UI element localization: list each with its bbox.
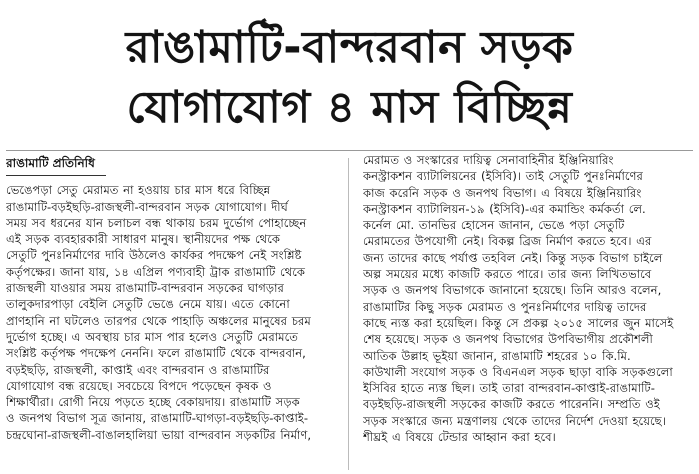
article-line: বড়ইছড়ি-রাজস্থলী সড়কের কাজটি করতে পারেননি। সম্প্রতি ওই — [363, 397, 660, 412]
article-line: কর্তৃপক্ষের। জানা যায়, ১৪ এপ্রিল পণ্যবাহী ট্রাক রাঙামাটি থেকে — [6, 264, 305, 279]
article-line: শেষ হয়েছে। সড়ক ও জনপথ বিভাগের উপবিভাগীয় প্রকৌশলী — [363, 332, 653, 347]
byline: রাঙামাটি প্রতিনিধি — [6, 156, 95, 170]
headline — [0, 18, 699, 138]
byline-underline — [6, 175, 106, 176]
article-line: চন্দ্রঘোনা-রাজস্থলী-বাঙালহালিয়া ভায়া বান্দরবান সড়কটির নির্মাণ, — [6, 427, 312, 442]
article-column-right — [363, 152, 694, 474]
headline-line-2: যোগাযোগ ৪ মাস বিচ্ছিন্ন — [126, 82, 573, 133]
article-line: কাজ করেনি সড়ক ও জনপথ বিভাগ। এ বিষয়ে ইঞ্জিনিয়ারিং — [363, 185, 642, 200]
article-line: কনস্ট্রাকশন ব্যাটালিয়ন-১৯ (ইসিবি)-এর কমান্ডিং কর্মকর্তা লে. — [363, 201, 646, 216]
article-line: ও জনপথ বিভাগ সূত্র জানায়, রাঙামাটি-ঘাগড়া-বড়ইছড়ি-কাপ্তাই- — [6, 411, 309, 426]
article-line: মেরামতের উপযোগী নেই। বিকল্প ব্রিজ নির্মাণ করতে হবে। এর — [363, 234, 652, 249]
article-line: কাছে ন্যস্ত করা হয়েছিল। কিন্তু সে প্রকল্প ২০১৫ সালের জুন মাসেই — [363, 315, 674, 330]
article-line: কাউখালী সংযোগ সড়ক ও বিএনএল সড়ক ছাড়া বাকি সড়কগুলো — [363, 364, 673, 379]
column-divider — [348, 158, 349, 470]
article-line: ইসিবির হাতে ন্যস্ত ছিল। তাই তারা বান্দরবান-কাপ্তাই-রাঙামাটি- — [363, 381, 655, 396]
article-line: কর্নেল মো. তানভির হোসেন জানান, ভেঙে পড়া সেতুটি — [363, 218, 625, 233]
article-line: প্রাণহানি না ঘটলেও তারপর থেকে পাহাড়ি অঞ্চলের মানুষের চরম — [6, 313, 311, 328]
article-line: মেরামত ও সংস্কারের দায়িত্ব সেনাবাহিনীর ইঞ্জিনিয়ারিং — [363, 153, 614, 167]
article-line: রাজস্থলী যাওয়ার সময় রাঙামাটি-বান্দরবান সড়কের ঘাগড়ার — [6, 281, 284, 296]
article-line: ভেঙেপড়া সেতু মেরামত না হওয়ায় চার মাস ধরে বিচ্ছিন্ন — [6, 183, 271, 198]
article-line: সংশ্লিষ্ট কর্তৃপক্ষ পদক্ষেপ নেননি। ফলে রাঙামাটি থেকে বান্দরবান, — [6, 346, 306, 361]
article-body-left — [6, 182, 333, 443]
article-column-left — [6, 155, 333, 474]
article-line: শিক্ষার্থীরা। রোগী নিয়ে পড়তে হচ্ছে বেকায়দায়। রাঙামাটি সড়ক — [6, 395, 300, 410]
article-line: সেতুটি পুনঃনির্মাণের দাবি উঠলেও কার্যকর পদক্ষেপ নেই সংশ্লিষ্ট — [6, 248, 302, 263]
headline-line-1: রাঙামাটি-বান্দরবান সড়ক — [125, 22, 574, 73]
article-line: শীঘ্রই এ বিষয়ে টেন্ডার আহ্বান করা হবে। — [363, 430, 556, 445]
article-line: অল্প সময়ের মধ্যে কাজটি করতে পারে। তার জন্য লিখিতভাবে — [363, 267, 652, 282]
article-line: রাঙামাটির কিছু সড়ক মেরামত ও পুনঃনির্মাণের দায়িত্ব তাদের — [363, 299, 647, 314]
article-line: সময় সব ধরনের যান চলাচল বন্ধ থাকায় চরম দুর্ভোগ পোহাচ্ছেন — [6, 215, 307, 230]
article-line: দুর্ভোগ হচ্ছে। এ অবস্থায় চার মাস পার হলেও সেতুটি মেরামতে — [6, 329, 298, 344]
article-body-right — [363, 152, 694, 445]
article-line: সড়ক ও জনপথ বিভাগকে জানানো হয়েছে। তিনি আরও বলেন, — [363, 283, 662, 298]
headline-divider — [6, 150, 693, 151]
article-line: রাঙামাটি-বড়ইছড়ি-রাজস্থলী-বান্দরবান সড়ক যোগাযোগ। দীর্ঘ — [6, 199, 288, 214]
article-line: তালুকদারপাড়া বেইলি সেতুটি ভেঙে নেমে যায়। এতে কোনো — [6, 297, 290, 312]
article-line: জন্য তাদের কাছে পর্যাপ্ত তহবিল নেই। কিন্তু সড়ক বিভাগ চাইলে — [363, 250, 663, 265]
article-line: যোগাযোগ বন্ধ রয়েছে। সবচেয়ে বিপদে পড়েছেন কৃষক ও — [6, 378, 272, 393]
article-line: সড়ক সংস্কারে জন্য মন্ত্রণালয় থেকে তাদের নির্দেশ দেওয়া হয়েছে। — [363, 413, 666, 428]
article-line: কনস্ট্রাকশন ব্যাটালিয়নের (ইসিবি)। তাই সেতুটি পুনঃনির্মাণের — [363, 169, 643, 184]
article-line: বড়ইছড়ি, রাজস্থলী, কাপ্তাই এবং বান্দরবান ও রাঙামাটির — [6, 362, 270, 377]
article-line: এই সড়ক ব্যবহারকারী সাধারণ মানুষ। স্থানীয়দের পক্ষ থেকে — [6, 232, 280, 247]
article-line: আতিক উল্লাহ ভূইয়া জানান, রাঙামাটি শহরের ১০ কি.মি. — [363, 348, 631, 363]
